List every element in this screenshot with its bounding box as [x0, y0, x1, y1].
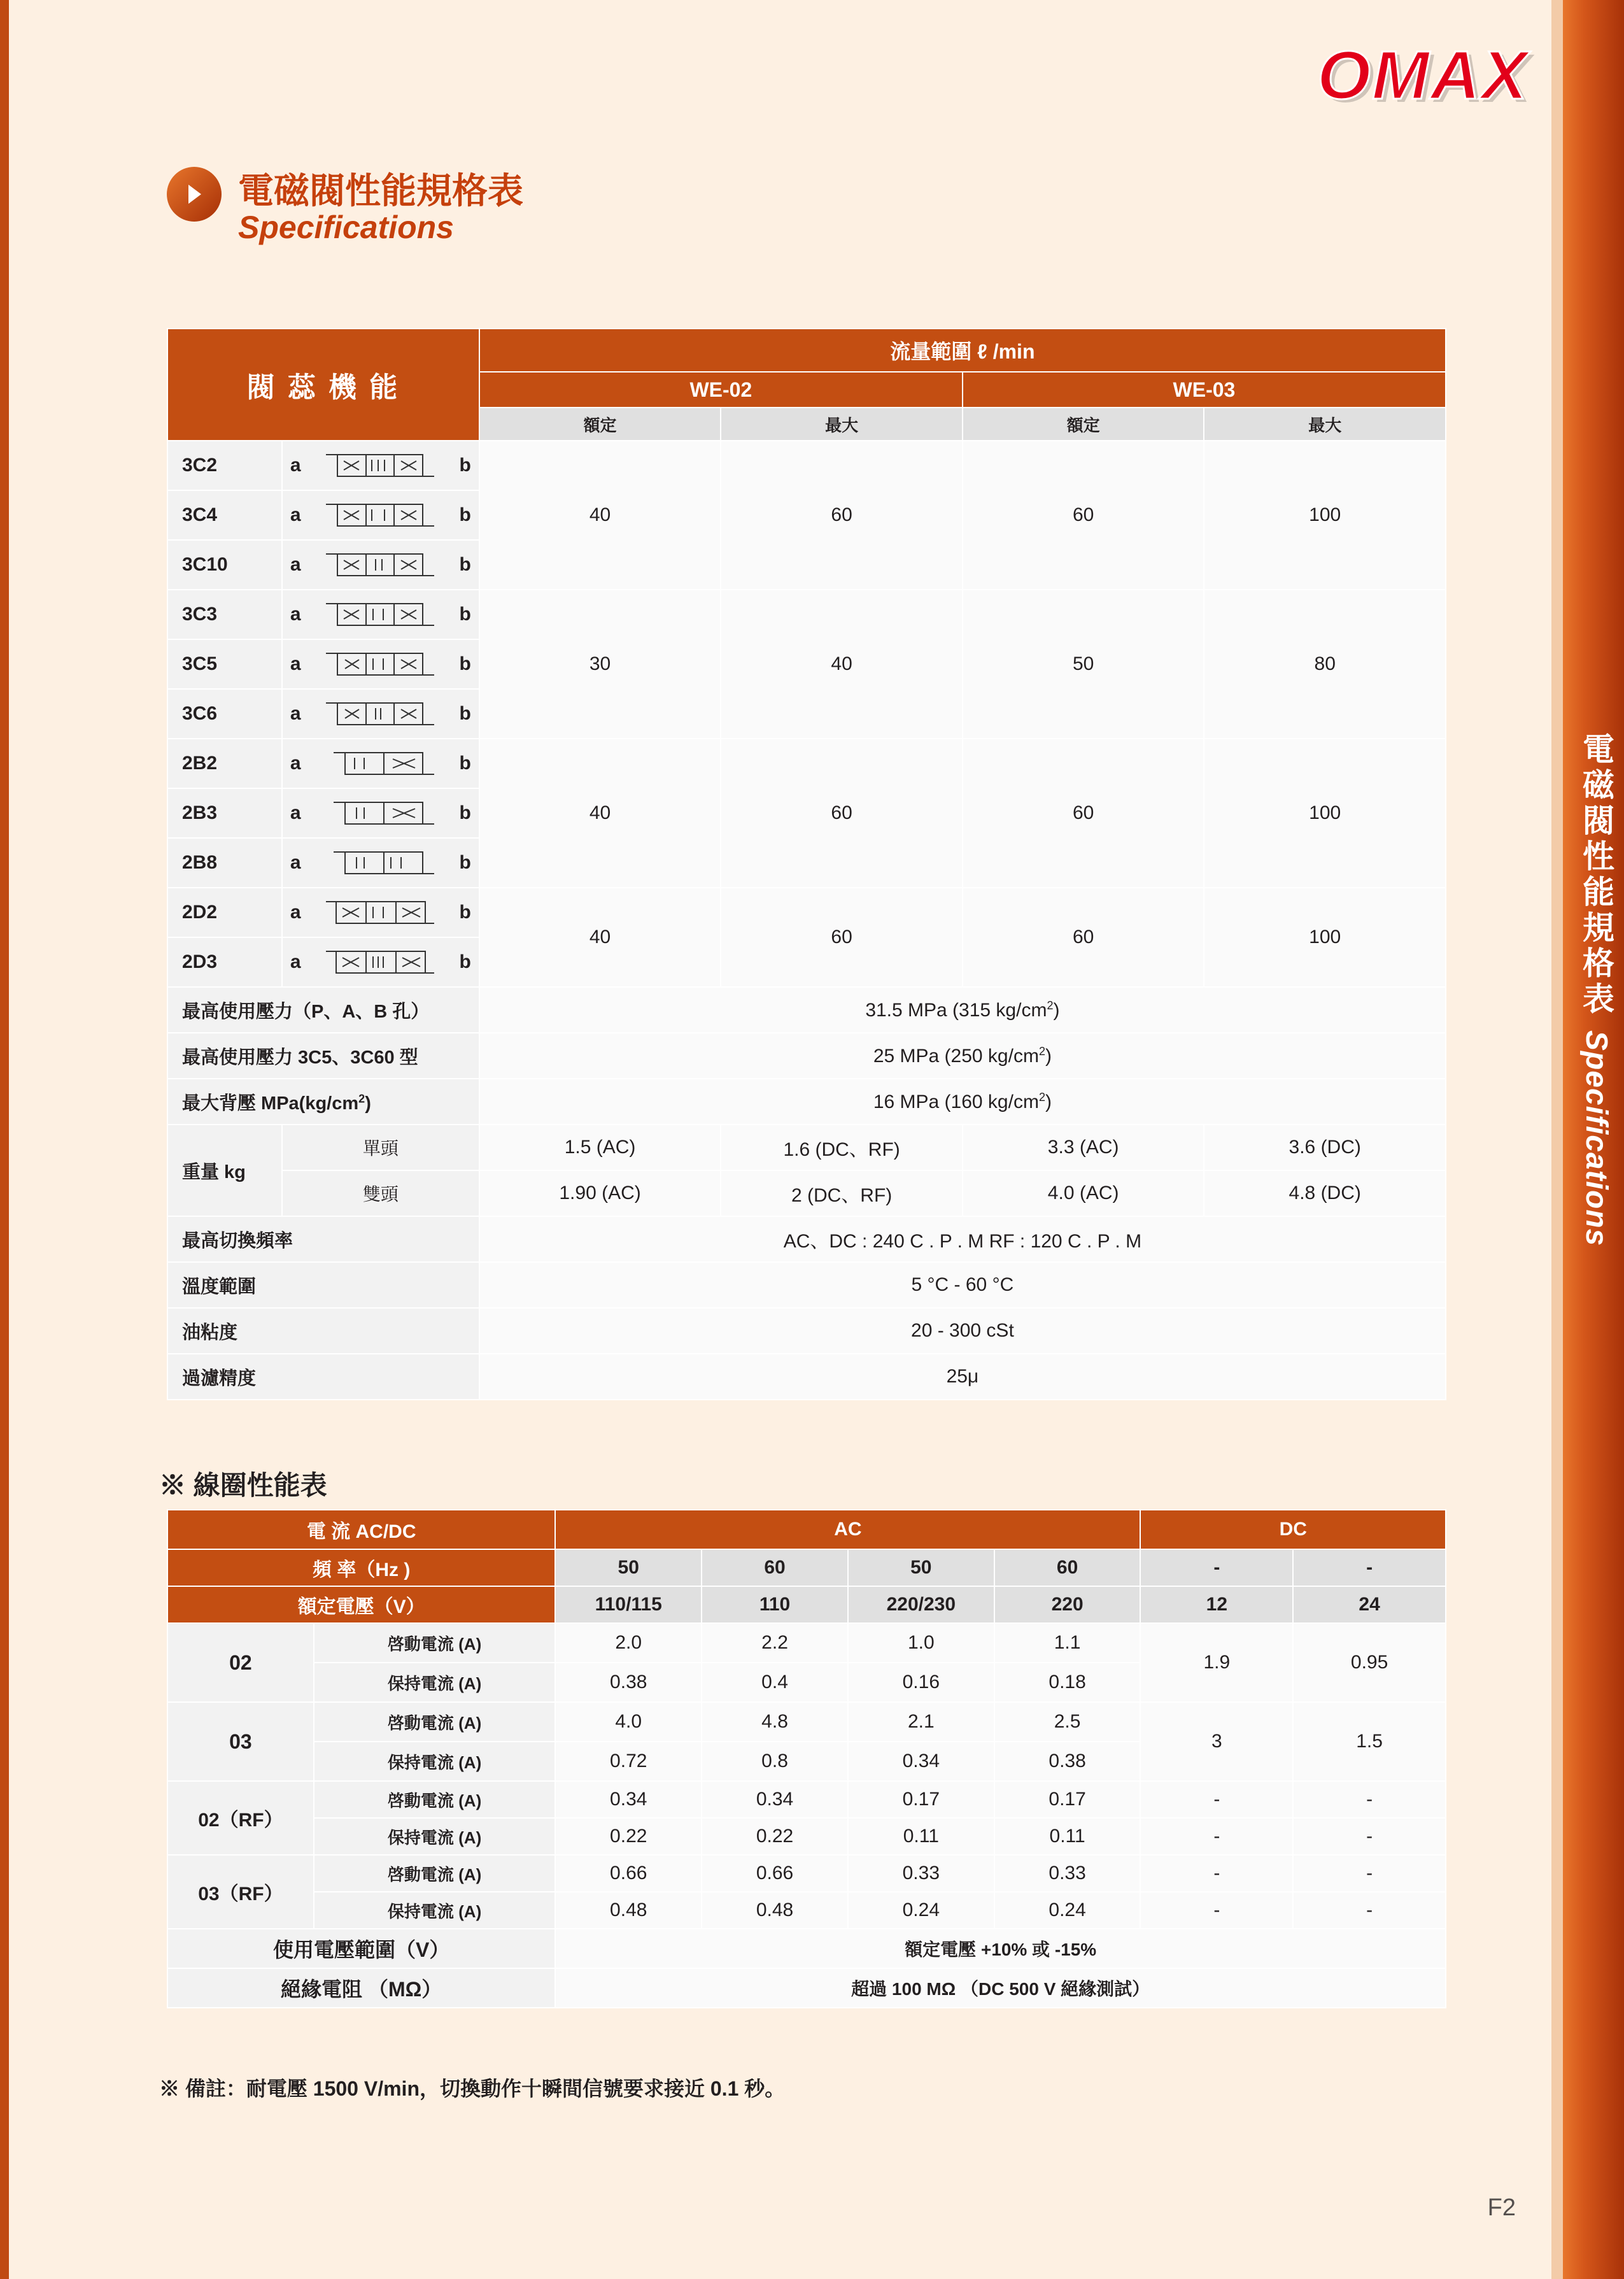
- symbol-label-b: b: [459, 653, 471, 674]
- spec-label: 過濾精度: [167, 1354, 479, 1400]
- weight-single-we03-ac: 3.3 (AC): [963, 1125, 1204, 1170]
- coil-value: 0.66: [555, 1855, 702, 1892]
- coil-value: -: [1140, 1892, 1293, 1929]
- coil-dc12-value: 3: [1140, 1702, 1293, 1781]
- symbol-label-b: b: [459, 455, 471, 476]
- spec-value: 20 - 300 cSt: [479, 1308, 1446, 1354]
- table-row-code: 3C6: [167, 689, 282, 739]
- coil-header-voltage: 額定電壓（V）: [167, 1586, 555, 1623]
- valve-symbol-icon: [310, 451, 451, 480]
- coil-value: 0.22: [555, 1818, 702, 1855]
- coil-value: 0.4: [702, 1663, 848, 1702]
- symbol-label-b: b: [459, 753, 471, 774]
- table-row-code: 3C5: [167, 639, 282, 689]
- arrow-icon: [167, 167, 222, 222]
- symbol-label-a: a: [290, 653, 301, 674]
- coil-freq-4: 60: [994, 1549, 1141, 1586]
- coil-hold-label: 保持電流 (A): [314, 1663, 556, 1702]
- symbol-label-a: a: [290, 852, 301, 873]
- col-header-we02-max: 最大: [721, 408, 963, 441]
- table-row-code: 3C10: [167, 540, 282, 590]
- weight-double-we02-dc: 2 (DC、RF): [721, 1170, 963, 1216]
- weight-label: 重量 kg: [167, 1125, 282, 1216]
- coil-footer-value: 額定電壓 +10% 或 -15%: [555, 1929, 1446, 1968]
- we02-max-value: 40: [721, 590, 963, 739]
- table-row-code: 2B2: [167, 739, 282, 788]
- table-row-code: 2B8: [167, 838, 282, 888]
- coil-hold-label: 保持電流 (A): [314, 1818, 556, 1855]
- symbol-label-b: b: [459, 852, 471, 873]
- coil-value: 0.22: [702, 1818, 848, 1855]
- coil-value: 0.33: [994, 1855, 1141, 1892]
- coil-volt-6: 24: [1293, 1586, 1446, 1623]
- coil-value: 4.8: [702, 1702, 848, 1742]
- coil-header-frequency: 頻 率（Hz ): [167, 1549, 555, 1586]
- logo-text: OMAX: [1317, 36, 1529, 113]
- side-tab-title: [1568, 732, 1619, 1246]
- symbol-label-b: b: [459, 504, 471, 525]
- spec-value: 5 °C - 60 °C: [479, 1262, 1446, 1308]
- valve-symbol-cell: [282, 689, 479, 739]
- spec-value: 16 MPa (160 $kg/cm^2$): [479, 1079, 1446, 1125]
- coil-value: 0.34: [848, 1742, 994, 1781]
- symbol-label-b: b: [459, 951, 471, 972]
- weight-double-we02-ac: 1.90 (AC): [479, 1170, 721, 1216]
- col-header-we03-rated: 額定: [963, 408, 1204, 441]
- coil-group-name: 03（RF）: [167, 1855, 314, 1929]
- valve-symbol-icon: [310, 600, 451, 629]
- coil-start-label: 啓動電流 (A): [314, 1623, 556, 1663]
- we02-max-value: 60: [721, 888, 963, 987]
- coil-value: -: [1293, 1892, 1446, 1929]
- coil-value: -: [1293, 1818, 1446, 1855]
- footnote: ※ 備註：耐電壓 1500 V/min，切換動作十瞬間信號要求接近 0.1 秒。: [159, 2077, 786, 2100]
- valve-symbol-cell: [282, 540, 479, 590]
- valve-symbol-icon: [310, 948, 451, 977]
- weight-single-we03-dc: 3.6 (DC): [1204, 1125, 1446, 1170]
- col-header-we03: WE-03: [963, 372, 1446, 408]
- coil-volt-1: 110/115: [555, 1586, 702, 1623]
- spec-label: 油粘度: [167, 1308, 479, 1354]
- coil-header-current: 電 流 AC/DC: [167, 1510, 555, 1549]
- spec-label: 最高使用壓力（P、A、B 孔）: [167, 987, 479, 1033]
- we03-rated-value: 60: [963, 739, 1204, 888]
- table-row-code: 3C2: [167, 441, 282, 490]
- valve-symbol-cell: [282, 441, 479, 490]
- col-header-function: 閥 蕊 機 能: [167, 329, 479, 441]
- symbol-label-a: a: [290, 703, 301, 724]
- valve-symbol-icon: [310, 650, 451, 679]
- coil-value: 0.17: [994, 1781, 1141, 1818]
- coil-value: -: [1293, 1855, 1446, 1892]
- table-row-code: 2D3: [167, 937, 282, 987]
- coil-start-label: 啓動電流 (A): [314, 1855, 556, 1892]
- spec-label: 溫度範圍: [167, 1262, 479, 1308]
- symbol-label-b: b: [459, 902, 471, 923]
- coil-volt-4: 220: [994, 1586, 1141, 1623]
- side-title-cn: 電磁閥性能規格表: [1578, 732, 1614, 1018]
- we03-rated-value: 60: [963, 441, 1204, 590]
- coil-value: 0.48: [702, 1892, 848, 1929]
- symbol-label-a: a: [290, 504, 301, 525]
- symbol-label-a: a: [290, 554, 301, 575]
- valve-symbol-icon: [310, 501, 451, 530]
- coil-value: 0.48: [555, 1892, 702, 1929]
- valve-symbol-icon: [310, 699, 451, 728]
- we03-rated-value: 50: [963, 590, 1204, 739]
- valve-symbol-icon: [310, 550, 451, 579]
- symbol-label-b: b: [459, 802, 471, 823]
- valve-symbol-cell: [282, 788, 479, 838]
- valve-symbol-icon: [310, 848, 451, 877]
- coil-freq-6: -: [1293, 1549, 1446, 1586]
- coil-value: 0.72: [555, 1742, 702, 1781]
- we03-max-value: 100: [1204, 888, 1446, 987]
- coil-value: 2.1: [848, 1702, 994, 1742]
- coil-value: 1.1: [994, 1623, 1141, 1663]
- we02-max-value: 60: [721, 739, 963, 888]
- symbol-label-b: b: [459, 604, 471, 625]
- coil-hold-label: 保持電流 (A): [314, 1742, 556, 1781]
- coil-value: 0.16: [848, 1663, 994, 1702]
- coil-value: 4.0: [555, 1702, 702, 1742]
- spec-value: 31.5 MPa (315 $kg/cm^2$): [479, 987, 1446, 1033]
- table-row-code: 2D2: [167, 888, 282, 937]
- symbol-label-a: a: [290, 455, 301, 476]
- spec-label: 最大背壓 $MPa(kg/cm^2)$: [167, 1079, 479, 1125]
- coil-freq-3: 50: [848, 1549, 994, 1586]
- valve-symbol-cell: [282, 888, 479, 937]
- coil-value: 0.11: [848, 1818, 994, 1855]
- we02-rated-value: 30: [479, 590, 721, 739]
- coil-start-label: 啓動電流 (A): [314, 1781, 556, 1818]
- valve-symbol-icon: [310, 898, 451, 927]
- spec-label: 最高切換頻率: [167, 1216, 479, 1262]
- spec-value: 25 MPa (250 $kg/cm^2$): [479, 1033, 1446, 1079]
- coil-value: -: [1293, 1781, 1446, 1818]
- symbol-label-a: a: [290, 951, 301, 972]
- coil-value: 0.24: [848, 1892, 994, 1929]
- coil-table-heading: ※ 線圈性能表: [159, 1470, 327, 1500]
- we03-rated-value: 60: [963, 888, 1204, 987]
- right-inner-strip: [1551, 0, 1563, 2279]
- col-header-we02-rated: 額定: [479, 408, 721, 441]
- we03-max-value: 80: [1204, 590, 1446, 739]
- col-header-we02: WE-02: [479, 372, 963, 408]
- coil-value: 0.18: [994, 1663, 1141, 1702]
- coil-group-name: 02: [167, 1623, 314, 1702]
- valve-symbol-cell: [282, 838, 479, 888]
- weight-double-label: 雙頭: [282, 1170, 479, 1216]
- coil-footer-label: 絕緣電阻 （MΩ）: [167, 1968, 555, 2008]
- page-subtitle: Specifications: [238, 209, 454, 245]
- coil-freq-1: 50: [555, 1549, 702, 1586]
- table-row-code: 3C3: [167, 590, 282, 639]
- coil-hold-label: 保持電流 (A): [314, 1892, 556, 1929]
- coil-freq-5: -: [1140, 1549, 1293, 1586]
- we02-rated-value: 40: [479, 441, 721, 590]
- spec-value: 25μ: [479, 1354, 1446, 1400]
- omax-logo: [1172, 35, 1529, 111]
- coil-value: 0.33: [848, 1855, 994, 1892]
- coil-group-name: 03: [167, 1702, 314, 1781]
- coil-value: -: [1140, 1818, 1293, 1855]
- weight-double-we03-ac: 4.0 (AC): [963, 1170, 1204, 1216]
- spec-value: AC、DC : 240 C . P . M RF : 120 C . P . M: [479, 1216, 1446, 1262]
- coil-value: -: [1140, 1855, 1293, 1892]
- table-row-code: 3C4: [167, 490, 282, 540]
- coil-header-dc: DC: [1140, 1510, 1446, 1549]
- coil-footer-value: 超過 100 MΩ （DC 500 V 絕緣測試）: [555, 1968, 1446, 2008]
- valve-symbol-cell: [282, 490, 479, 540]
- coil-dc24-value: 1.5: [1293, 1702, 1446, 1781]
- coil-dc12-value: 1.9: [1140, 1623, 1293, 1702]
- coil-value: 0.24: [994, 1892, 1141, 1929]
- we03-max-value: 100: [1204, 441, 1446, 590]
- symbol-label-a: a: [290, 802, 301, 823]
- symbol-label-b: b: [459, 703, 471, 724]
- coil-footer-label: 使用電壓範圍（V）: [167, 1929, 555, 1968]
- left-edge-bar: [0, 0, 9, 2279]
- weight-double-we03-dc: 4.8 (DC): [1204, 1170, 1446, 1216]
- coil-header-ac: AC: [555, 1510, 1140, 1549]
- coil-value: 2.5: [994, 1702, 1141, 1742]
- page-number: F2: [1487, 2194, 1516, 2221]
- spec-label: 最高使用壓力 3C5、3C60 型: [167, 1033, 479, 1079]
- coil-value: -: [1140, 1781, 1293, 1818]
- valve-symbol-cell: [282, 639, 479, 689]
- we02-rated-value: 40: [479, 739, 721, 888]
- we02-max-value: 60: [721, 441, 963, 590]
- symbol-label-a: a: [290, 604, 301, 625]
- coil-start-label: 啓動電流 (A): [314, 1702, 556, 1742]
- valve-symbol-cell: [282, 937, 479, 987]
- coil-value: 0.66: [702, 1855, 848, 1892]
- symbol-label-b: b: [459, 554, 471, 575]
- coil-freq-2: 60: [702, 1549, 848, 1586]
- coil-value: 0.17: [848, 1781, 994, 1818]
- coil-value: 0.11: [994, 1818, 1141, 1855]
- we02-rated-value: 40: [479, 888, 721, 987]
- valve-symbol-icon: [310, 799, 451, 828]
- weight-single-we02-ac: 1.5 (AC): [479, 1125, 721, 1170]
- coil-volt-5: 12: [1140, 1586, 1293, 1623]
- coil-value: 0.8: [702, 1742, 848, 1781]
- coil-value: 0.38: [555, 1663, 702, 1702]
- specifications-table: [167, 328, 1446, 1400]
- coil-dc24-value: 0.95: [1293, 1623, 1446, 1702]
- page-title: 電磁閥性能規格表: [238, 171, 523, 211]
- valve-symbol-icon: [310, 749, 451, 778]
- weight-single-we02-dc: 1.6 (DC、RF): [721, 1125, 963, 1170]
- side-title-en: Specifications: [1579, 1030, 1613, 1247]
- coil-value: 0.34: [702, 1781, 848, 1818]
- col-header-flow-range: 流量範圍 ℓ /min: [479, 329, 1446, 372]
- table-row-code: 2B3: [167, 788, 282, 838]
- coil-performance-table: [167, 1509, 1446, 2008]
- coil-value: 2.0: [555, 1623, 702, 1663]
- we03-max-value: 100: [1204, 739, 1446, 888]
- coil-value: 0.34: [555, 1781, 702, 1818]
- coil-value: 1.0: [848, 1623, 994, 1663]
- weight-single-label: 單頭: [282, 1125, 479, 1170]
- coil-volt-2: 110: [702, 1586, 848, 1623]
- coil-group-name: 02（RF）: [167, 1781, 314, 1855]
- valve-symbol-cell: [282, 590, 479, 639]
- col-header-we03-max: 最大: [1204, 408, 1446, 441]
- coil-value: 0.38: [994, 1742, 1141, 1781]
- symbol-label-a: a: [290, 902, 301, 923]
- symbol-label-a: a: [290, 753, 301, 774]
- coil-volt-3: 220/230: [848, 1586, 994, 1623]
- valve-symbol-cell: [282, 739, 479, 788]
- coil-value: 2.2: [702, 1623, 848, 1663]
